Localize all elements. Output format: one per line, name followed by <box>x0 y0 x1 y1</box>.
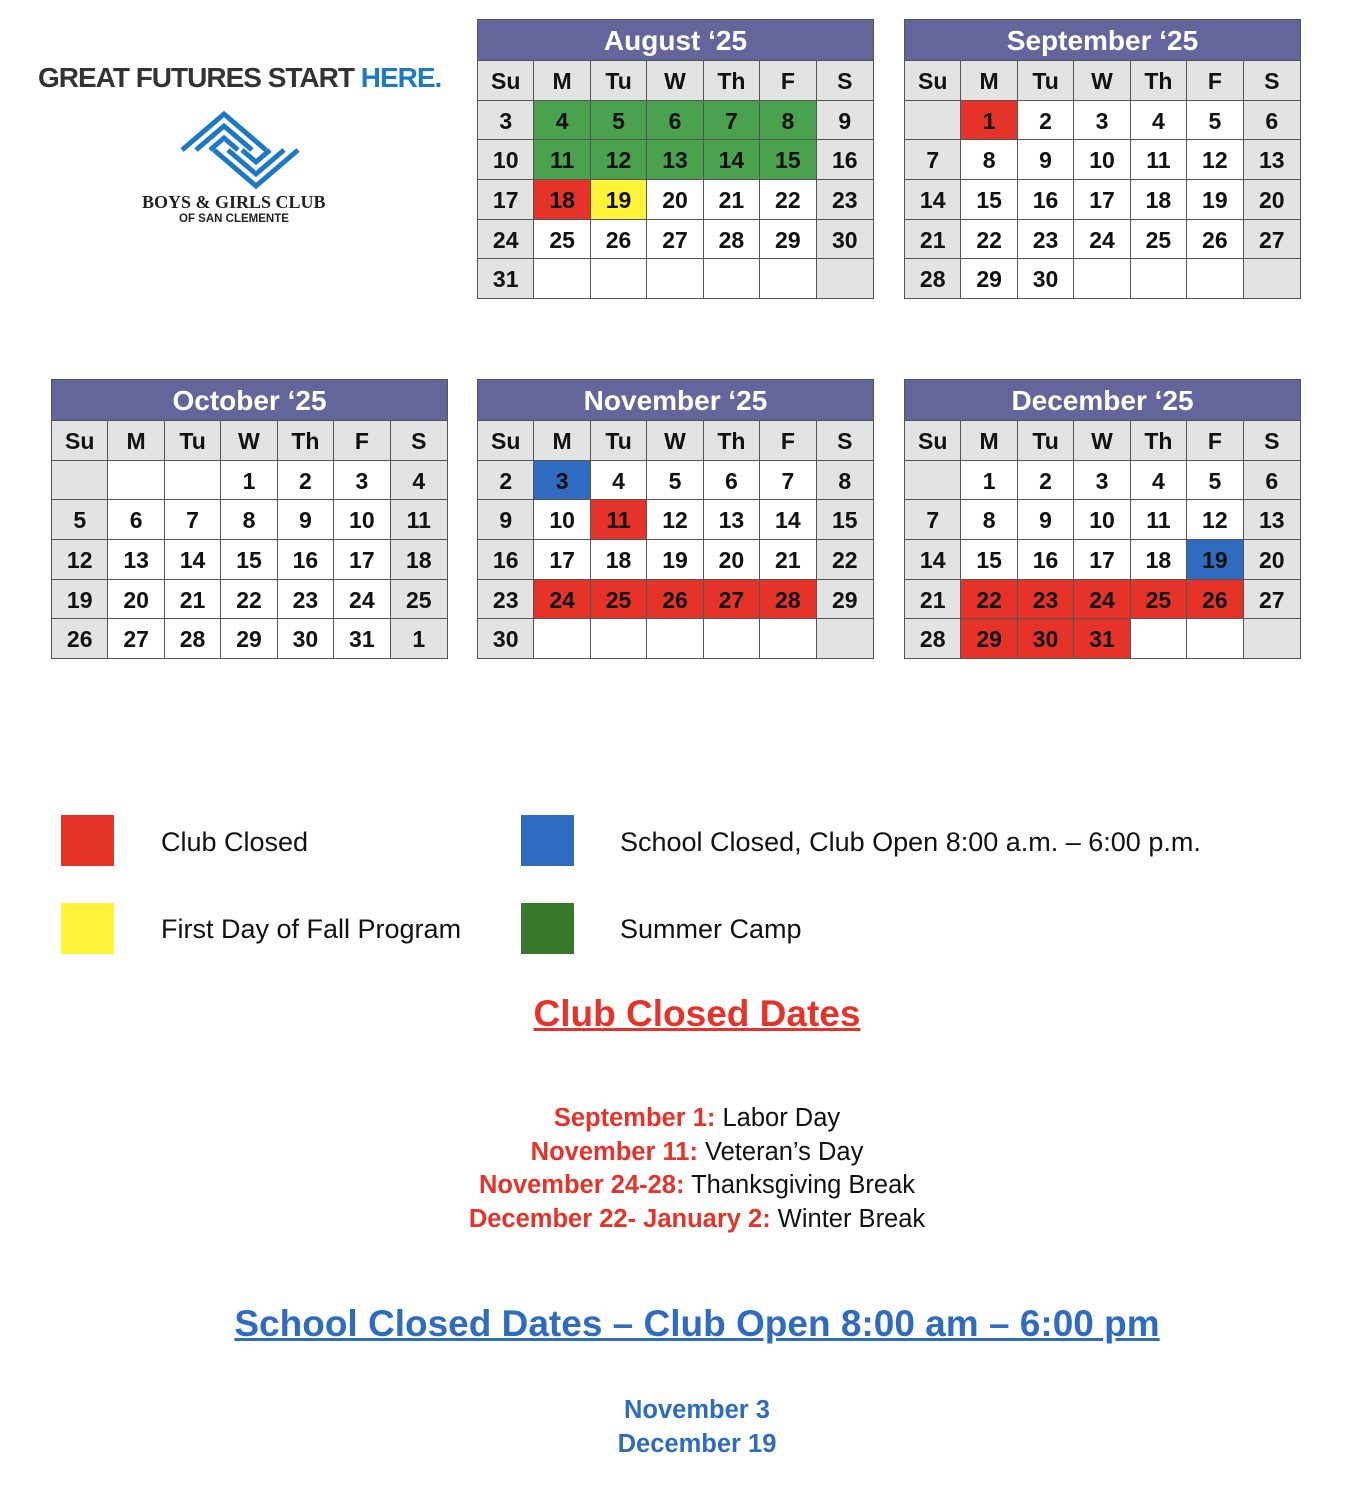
day-cell: 18 <box>534 179 590 219</box>
day-cell: 1 <box>961 100 1017 140</box>
weekday-header: Tu <box>1018 420 1074 460</box>
day-cell: 19 <box>591 179 647 219</box>
weekday-header: S <box>817 60 873 100</box>
day-cell: 2 <box>1018 100 1074 140</box>
day-cell: 12 <box>647 499 703 539</box>
empty-day-cell <box>591 618 647 658</box>
day-cell: 7 <box>905 139 961 179</box>
day-cell: 22 <box>760 179 816 219</box>
day-cell: 16 <box>1018 539 1074 579</box>
weekday-header: Su <box>905 420 961 460</box>
day-cell: 14 <box>905 179 961 219</box>
day-cell: 23 <box>1018 579 1074 619</box>
day-cell: 10 <box>478 139 534 179</box>
day-cell: 11 <box>1131 139 1187 179</box>
day-cell: 30 <box>817 219 873 259</box>
day-cell: 30 <box>478 618 534 658</box>
day-cell: 25 <box>391 579 447 619</box>
list-item: September 1: Labor Day <box>553 1104 841 1132</box>
day-cell: 10 <box>334 499 390 539</box>
day-cell: 14 <box>760 499 816 539</box>
day-cell: 7 <box>704 100 760 140</box>
day-cell: 8 <box>221 499 277 539</box>
day-cell: 1 <box>391 618 447 658</box>
day-cell: 19 <box>1187 539 1243 579</box>
day-cell: 5 <box>1187 100 1243 140</box>
legend-swatch-club-closed <box>61 815 114 866</box>
weekday-header: Th <box>704 60 760 100</box>
empty-day-cell <box>817 258 873 298</box>
day-cell: 9 <box>1018 139 1074 179</box>
day-cell: 23 <box>278 579 334 619</box>
day-cell: 12 <box>591 139 647 179</box>
day-cell: 6 <box>1244 100 1300 140</box>
day-cell: 24 <box>1074 579 1130 619</box>
day-cell: 21 <box>704 179 760 219</box>
day-cell: 29 <box>221 618 277 658</box>
day-cell: 31 <box>334 618 390 658</box>
day-cell: 15 <box>817 499 873 539</box>
weekday-header: Th <box>704 420 760 460</box>
weekday-header: F <box>334 420 390 460</box>
empty-day-cell <box>1131 258 1187 298</box>
empty-day-cell <box>1187 618 1243 658</box>
list-item: November 3 <box>624 1396 770 1424</box>
day-cell: 25 <box>1131 219 1187 259</box>
weekday-header: Tu <box>591 420 647 460</box>
day-cell: 16 <box>478 539 534 579</box>
day-cell: 20 <box>108 579 164 619</box>
day-cell: 16 <box>1018 179 1074 219</box>
day-cell: 19 <box>1187 179 1243 219</box>
day-cell: 2 <box>478 460 534 500</box>
calendar-october <box>51 379 448 659</box>
month-title: September ‘25 <box>905 20 1300 60</box>
day-cell: 2 <box>1018 460 1074 500</box>
list-item: November 11: Veteran’s Day <box>530 1137 864 1166</box>
day-cell: 27 <box>704 579 760 619</box>
day-cell: 3 <box>1074 100 1130 140</box>
day-cell: 6 <box>1244 460 1300 500</box>
weekday-header: Su <box>478 420 534 460</box>
day-cell: 24 <box>334 579 390 619</box>
day-cell: 13 <box>1244 139 1300 179</box>
day-cell: 1 <box>961 460 1017 500</box>
day-cell: 11 <box>591 499 647 539</box>
empty-day-cell <box>760 618 816 658</box>
day-cell: 12 <box>1187 499 1243 539</box>
day-cell: 7 <box>760 460 816 500</box>
day-cell: 15 <box>961 179 1017 219</box>
list-item: December 19 <box>617 1430 777 1458</box>
empty-day-cell <box>905 460 961 500</box>
school-closed-heading: School Closed Dates – Club Open 8:00 am – 6:00 pm <box>234 1303 1160 1344</box>
day-cell: 26 <box>647 579 703 619</box>
club-name: BOYS & GIRLS CLUB <box>142 192 326 212</box>
month-title: November ‘25 <box>478 380 873 420</box>
day-cell: 31 <box>478 258 534 298</box>
empty-day-cell <box>1187 258 1243 298</box>
weekday-header: W <box>647 420 703 460</box>
calendar-september <box>904 19 1301 299</box>
day-cell: 11 <box>1131 499 1187 539</box>
weekday-header: W <box>647 60 703 100</box>
day-cell: 19 <box>52 579 108 619</box>
day-cell: 11 <box>534 139 590 179</box>
weekday-header: Tu <box>165 420 221 460</box>
club-closed-heading: Club Closed Dates <box>533 993 861 1034</box>
day-cell: 16 <box>278 539 334 579</box>
day-cell: 21 <box>905 219 961 259</box>
empty-day-cell <box>534 258 590 298</box>
day-cell: 27 <box>1244 219 1300 259</box>
tagline <box>38 62 458 94</box>
empty-day-cell <box>704 258 760 298</box>
day-cell: 24 <box>534 579 590 619</box>
day-cell: 30 <box>1018 258 1074 298</box>
day-cell: 25 <box>591 579 647 619</box>
day-cell: 13 <box>108 539 164 579</box>
month-grid <box>478 60 873 298</box>
day-cell: 7 <box>165 499 221 539</box>
day-cell: 17 <box>1074 179 1130 219</box>
legend-label-school-closed: School Closed, Club Open 8:00 a.m. – 6:00 p.m. <box>620 827 1201 857</box>
day-cell: 17 <box>1074 539 1130 579</box>
legend-label-club-closed: Club Closed <box>161 827 309 857</box>
day-cell: 10 <box>1074 139 1130 179</box>
day-cell: 4 <box>534 100 590 140</box>
weekday-header: Th <box>278 420 334 460</box>
empty-day-cell <box>1244 258 1300 298</box>
weekday-header: Su <box>478 60 534 100</box>
empty-day-cell <box>1244 618 1300 658</box>
weekday-header: Tu <box>1018 60 1074 100</box>
day-cell: 12 <box>1187 139 1243 179</box>
weekday-header: M <box>534 60 590 100</box>
day-cell: 11 <box>391 499 447 539</box>
weekday-header: W <box>221 420 277 460</box>
day-cell: 20 <box>1244 539 1300 579</box>
tagline-main: GREAT FUTURES START <box>38 62 361 93</box>
day-cell: 18 <box>391 539 447 579</box>
day-cell: 15 <box>961 539 1017 579</box>
calendar-august <box>477 19 874 299</box>
weekday-header: W <box>1074 420 1130 460</box>
empty-day-cell <box>647 258 703 298</box>
weekday-header: Tu <box>591 60 647 100</box>
day-cell: 17 <box>534 539 590 579</box>
day-cell: 6 <box>647 100 703 140</box>
day-cell: 29 <box>760 219 816 259</box>
month-grid <box>905 60 1300 298</box>
day-cell: 12 <box>52 539 108 579</box>
school-closed-list <box>0 1393 1352 1461</box>
legend-label-first-day: First Day of Fall Program <box>161 914 462 944</box>
legend-swatch-first-day <box>61 903 114 954</box>
day-cell: 10 <box>534 499 590 539</box>
empty-day-cell <box>534 618 590 658</box>
day-cell: 3 <box>534 460 590 500</box>
day-cell: 27 <box>1244 579 1300 619</box>
day-cell: 8 <box>760 100 816 140</box>
list-item: November 24-28: Thanksgiving Break <box>478 1171 916 1199</box>
day-cell: 6 <box>108 499 164 539</box>
day-cell: 9 <box>1018 499 1074 539</box>
day-cell: 10 <box>1074 499 1130 539</box>
weekday-header: W <box>1074 60 1130 100</box>
month-grid <box>905 420 1300 658</box>
empty-day-cell <box>905 100 961 140</box>
empty-day-cell <box>704 618 760 658</box>
day-cell: 14 <box>704 139 760 179</box>
day-cell: 14 <box>165 539 221 579</box>
day-cell: 5 <box>591 100 647 140</box>
day-cell: 27 <box>647 219 703 259</box>
day-cell: 23 <box>817 179 873 219</box>
day-cell: 5 <box>52 499 108 539</box>
day-cell: 20 <box>704 539 760 579</box>
day-cell: 22 <box>221 579 277 619</box>
day-cell: 25 <box>534 219 590 259</box>
day-cell: 18 <box>591 539 647 579</box>
day-cell: 13 <box>704 499 760 539</box>
weekday-header: Th <box>1131 60 1187 100</box>
day-cell: 4 <box>1131 100 1187 140</box>
legend-label-summer-camp: Summer Camp <box>620 914 802 944</box>
day-cell: 9 <box>478 499 534 539</box>
weekday-header: Su <box>905 60 961 100</box>
month-grid <box>478 420 873 658</box>
day-cell: 16 <box>817 139 873 179</box>
day-cell: 20 <box>1244 179 1300 219</box>
day-cell: 31 <box>1074 618 1130 658</box>
day-cell: 26 <box>1187 579 1243 619</box>
empty-day-cell <box>1074 258 1130 298</box>
empty-day-cell <box>1131 618 1187 658</box>
day-cell: 28 <box>704 219 760 259</box>
day-cell: 15 <box>760 139 816 179</box>
day-cell: 3 <box>1074 460 1130 500</box>
day-cell: 4 <box>1131 460 1187 500</box>
weekday-header: S <box>1244 420 1300 460</box>
day-cell: 8 <box>961 499 1017 539</box>
day-cell: 28 <box>905 258 961 298</box>
empty-day-cell <box>760 258 816 298</box>
day-cell: 24 <box>1074 219 1130 259</box>
day-cell: 21 <box>760 539 816 579</box>
day-cell: 26 <box>1187 219 1243 259</box>
calendar-december <box>904 379 1301 659</box>
day-cell: 26 <box>52 618 108 658</box>
weekday-header: Th <box>1131 420 1187 460</box>
weekday-header: F <box>760 420 816 460</box>
weekday-header: Su <box>52 420 108 460</box>
day-cell: 13 <box>1244 499 1300 539</box>
day-cell: 14 <box>905 539 961 579</box>
empty-day-cell <box>52 460 108 500</box>
day-cell: 21 <box>905 579 961 619</box>
month-title: October ‘25 <box>52 380 447 420</box>
weekday-header: M <box>961 60 1017 100</box>
empty-day-cell <box>591 258 647 298</box>
day-cell: 23 <box>478 579 534 619</box>
day-cell: 22 <box>961 219 1017 259</box>
weekday-header: F <box>1187 420 1243 460</box>
day-cell: 20 <box>647 179 703 219</box>
day-cell: 3 <box>334 460 390 500</box>
boys-and-girls-club-hands-icon <box>178 110 302 190</box>
day-cell: 22 <box>961 579 1017 619</box>
day-cell: 28 <box>760 579 816 619</box>
day-cell: 23 <box>1018 219 1074 259</box>
day-cell: 18 <box>1131 539 1187 579</box>
day-cell: 24 <box>478 219 534 259</box>
logo <box>38 62 458 225</box>
day-cell: 1 <box>221 460 277 500</box>
day-cell: 4 <box>591 460 647 500</box>
day-cell: 3 <box>478 100 534 140</box>
day-cell: 7 <box>905 499 961 539</box>
day-cell: 30 <box>278 618 334 658</box>
day-cell: 5 <box>1187 460 1243 500</box>
day-cell: 26 <box>591 219 647 259</box>
day-cell: 17 <box>478 179 534 219</box>
empty-day-cell <box>108 460 164 500</box>
day-cell: 15 <box>221 539 277 579</box>
day-cell: 22 <box>817 539 873 579</box>
day-cell: 29 <box>961 618 1017 658</box>
day-cell: 13 <box>647 139 703 179</box>
list-item: December 22- January 2: Winter Break <box>468 1204 926 1233</box>
empty-day-cell <box>165 460 221 500</box>
weekday-header: M <box>108 420 164 460</box>
day-cell: 2 <box>278 460 334 500</box>
day-cell: 18 <box>1131 179 1187 219</box>
tagline-accent: HERE. <box>360 62 442 93</box>
weekday-header: F <box>760 60 816 100</box>
day-cell: 5 <box>647 460 703 500</box>
empty-day-cell <box>817 618 873 658</box>
day-cell: 19 <box>647 539 703 579</box>
day-cell: 8 <box>817 460 873 500</box>
weekday-header: M <box>961 420 1017 460</box>
day-cell: 25 <box>1131 579 1187 619</box>
club-closed-list <box>0 1102 1352 1236</box>
day-cell: 28 <box>905 618 961 658</box>
day-cell: 27 <box>108 618 164 658</box>
day-cell: 17 <box>334 539 390 579</box>
legend-swatch-summer-camp <box>521 903 574 954</box>
day-cell: 30 <box>1018 618 1074 658</box>
weekday-header: S <box>1244 60 1300 100</box>
day-cell: 28 <box>165 618 221 658</box>
month-grid <box>52 420 447 658</box>
day-cell: 4 <box>391 460 447 500</box>
weekday-header: S <box>391 420 447 460</box>
month-title: August ‘25 <box>478 20 873 60</box>
day-cell: 8 <box>961 139 1017 179</box>
calendar-november <box>477 379 874 659</box>
day-cell: 21 <box>165 579 221 619</box>
day-cell: 9 <box>278 499 334 539</box>
legend-swatch-school-closed <box>521 815 574 866</box>
day-cell: 6 <box>704 460 760 500</box>
weekday-header: S <box>817 420 873 460</box>
empty-day-cell <box>647 618 703 658</box>
weekday-header: M <box>534 420 590 460</box>
weekday-header: F <box>1187 60 1243 100</box>
day-cell: 9 <box>817 100 873 140</box>
month-title: December ‘25 <box>905 380 1300 420</box>
day-cell: 29 <box>817 579 873 619</box>
day-cell: 29 <box>961 258 1017 298</box>
club-subtitle: OF SAN CLEMENTE <box>179 213 289 225</box>
